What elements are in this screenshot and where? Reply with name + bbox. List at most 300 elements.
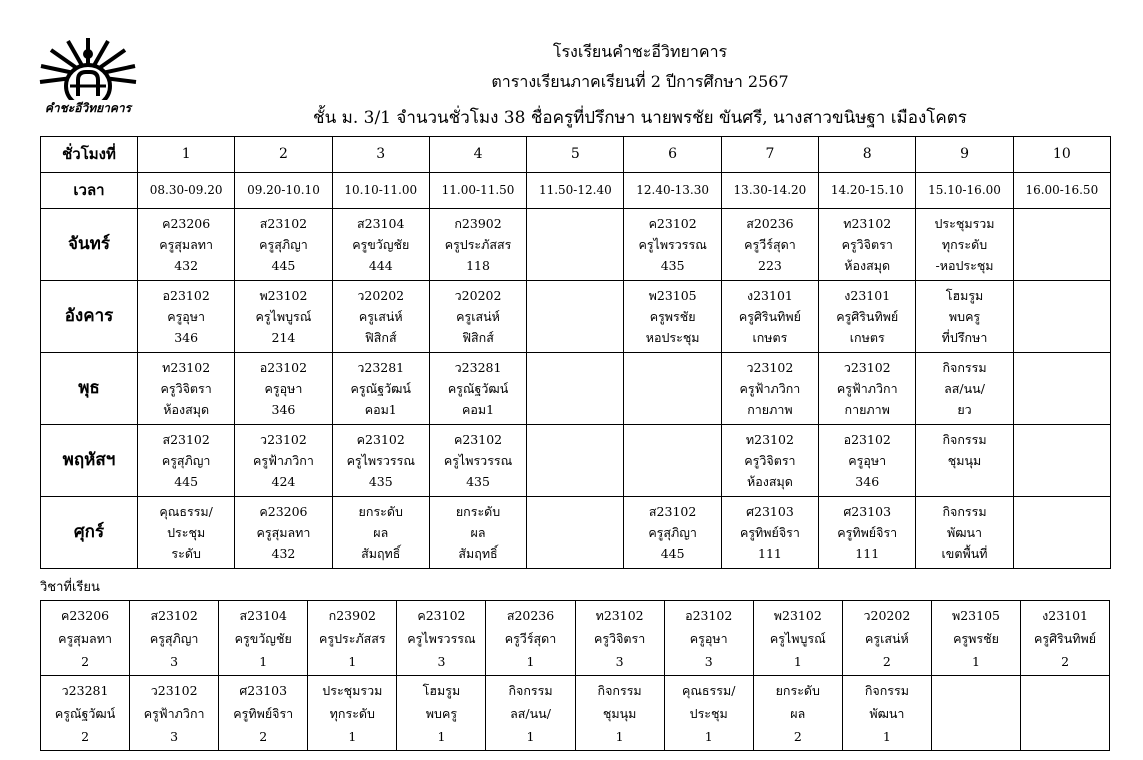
cell-line: ครูศิรินทิพย์ [738, 309, 801, 324]
schedule-cell [916, 209, 1013, 281]
cell-line [1021, 702, 1109, 725]
subject-cell [1021, 676, 1110, 751]
cell-line [527, 213, 623, 234]
period-time: 09.20-10.10 [235, 173, 332, 209]
cell-line: คุณธรรม/ [159, 504, 213, 519]
cell-line: ท23102 [162, 360, 211, 375]
period-label: ชั่วโมงที่ [41, 137, 138, 173]
period-number: 3 [332, 137, 429, 173]
cell-line: 111 [758, 546, 782, 561]
cell-line: อ23102 [162, 288, 210, 303]
cell-line: 2 [81, 728, 90, 744]
cell-line: ครูฟ้าภวิกา [143, 705, 205, 721]
cell-line: กายภาพ [747, 402, 793, 417]
day-row [41, 209, 1111, 281]
school-name: โรงเรียนคำชะอีวิทยาคาร [552, 42, 728, 61]
schedule-cell [819, 209, 916, 281]
cell-line: ครูไพรวรรณ [407, 630, 476, 646]
schedule-cell [1013, 497, 1110, 569]
cell-line: 435 [660, 258, 685, 273]
cell-line: ก23902 [328, 607, 376, 623]
cell-line: ยกระดับ [358, 504, 403, 519]
cell-line: กิจกรรม [597, 682, 642, 698]
cell-line [916, 471, 1012, 492]
day-row [41, 281, 1111, 353]
class-info: ชั้น ม. 3/1 จำนวนชั่วโมง 38 ชื่อครูที่ปรึกษา นายพรชัย ขันศรี, นางสาวขนิษฐา เมืองโคตร [313, 108, 967, 128]
cell-line: ประชุม [689, 705, 728, 721]
period-number: 7 [721, 137, 818, 173]
schedule-cell [235, 209, 332, 281]
day-name: จันทร์ [41, 209, 138, 281]
cell-line: 432 [174, 258, 199, 273]
cell-line: คอม1 [364, 402, 397, 417]
cell-line: ครูขวัญชัย [234, 630, 292, 646]
timetable [40, 136, 1111, 569]
cell-line: กิจกรรม [942, 432, 987, 447]
cell-line: ว20202 [454, 288, 502, 303]
schedule-cell [527, 209, 624, 281]
time-label: เวลา [41, 173, 138, 209]
cell-line: ผล [470, 525, 486, 540]
cell-line: 111 [855, 546, 880, 561]
schedule-cell [332, 425, 429, 497]
schedule-cell [527, 353, 624, 425]
cell-line: พบครู [425, 705, 458, 721]
cell-line [527, 255, 623, 276]
cell-line: ง23101 [844, 288, 891, 303]
cell-line: 1 [704, 728, 713, 744]
schedule-cell [235, 353, 332, 425]
cell-line: ครูประภัสสร [319, 630, 386, 646]
cell-line: ท23102 [595, 607, 644, 623]
period-number: 1 [138, 137, 235, 173]
period-time: 10.10-11.00 [332, 173, 429, 209]
schedule-cell [1013, 425, 1110, 497]
cell-line: ครูสุมลทา [58, 630, 112, 646]
cell-line: 1 [348, 653, 357, 669]
schedule-cell [721, 209, 818, 281]
cell-line: ห้องสมุด [844, 258, 891, 273]
schedule-cell [332, 209, 429, 281]
subject-cell [486, 601, 575, 676]
cell-line: ผล [790, 705, 806, 721]
cell-line [1021, 679, 1109, 702]
cell-line: ครูเสน่ห์ [456, 309, 500, 324]
cell-line: ครูณัฐวัฒน์ [350, 381, 411, 396]
subjects-row [41, 601, 1110, 676]
schedule-cell [527, 425, 624, 497]
cell-line: สัมฤทธิ์ [361, 546, 401, 561]
cell-line: 346 [174, 330, 199, 345]
cell-line: ค23102 [417, 607, 466, 623]
cell-line: ครูอุษา [167, 309, 206, 324]
cell-line: ลส/นน/ [944, 381, 985, 396]
cell-line: ครูสุมลทา [256, 525, 311, 540]
schedule-cell [916, 281, 1013, 353]
cell-line [1014, 285, 1110, 306]
cell-line: ค23206 [60, 607, 110, 623]
cell-line: ครูพรชัย [649, 309, 696, 324]
cell-line: ส23102 [648, 504, 697, 519]
cell-line: 223 [758, 258, 782, 273]
period-time: 11.00-11.50 [429, 173, 526, 209]
schedule-cell [624, 281, 721, 353]
subject-cell [842, 601, 931, 676]
cell-line: ว23102 [260, 432, 307, 447]
schedule-cell [429, 425, 526, 497]
cell-line: ว23102 [843, 360, 891, 375]
cell-line: ครูไพรวรรณ [346, 453, 415, 468]
cell-line: ว23281 [454, 360, 502, 375]
cell-line: 346 [271, 402, 296, 417]
cell-line: ครูฟ้าภวิกา [253, 453, 314, 468]
cell-line: ว23281 [61, 682, 109, 698]
schedule-cell [819, 281, 916, 353]
cell-line: 435 [466, 474, 490, 489]
schedule-cell [819, 425, 916, 497]
cell-line: อ23102 [843, 432, 891, 447]
schedule-cell [916, 497, 1013, 569]
cell-line: 1 [972, 653, 980, 669]
cell-line: 2 [259, 728, 268, 744]
cell-line [1014, 399, 1110, 420]
cell-line: ฟิสิกส์ [364, 330, 397, 345]
cell-line: ศ23103 [239, 682, 288, 698]
cell-line: ลส/นน/ [510, 705, 551, 721]
cell-line: พ23105 [951, 607, 1000, 623]
day-row [41, 353, 1111, 425]
cell-line: ครูศิรินทิพย์ [1034, 630, 1097, 646]
cell-line: โฮมรูม [422, 682, 461, 698]
subject-cell [397, 676, 486, 751]
period-number: 6 [624, 137, 721, 173]
cell-line [527, 429, 623, 450]
cell-line: 214 [271, 330, 296, 345]
cell-line: ศ23103 [746, 504, 794, 519]
cell-line: ครูอุษา [689, 630, 728, 646]
cell-line: 445 [174, 474, 199, 489]
cell-line [527, 399, 623, 420]
cell-line: ส23102 [150, 607, 198, 623]
cell-line: ครูวิจิตรา [593, 630, 646, 646]
subject-cell [1021, 601, 1110, 676]
cell-line: ส23104 [357, 216, 405, 231]
period-time: 13.30-14.20 [721, 173, 818, 209]
cell-line: ครูไพรวรรณ [638, 237, 707, 252]
cell-line: ว20202 [863, 607, 911, 623]
schedule-cell [624, 209, 721, 281]
cell-line: ครูอุษา [848, 453, 887, 468]
cell-line: 346 [855, 474, 880, 489]
period-number: 9 [916, 137, 1013, 173]
cell-line [624, 450, 720, 471]
cell-line: ครูอุษา [264, 381, 303, 396]
cell-line: ชุมนุม [947, 453, 982, 468]
cell-line [624, 399, 720, 420]
schedule-cell [138, 497, 235, 569]
cell-line: ว20202 [357, 288, 405, 303]
cell-line: 1 [526, 728, 535, 744]
subject-cell [219, 676, 308, 751]
cell-line: 3 [615, 653, 624, 669]
cell-line: ครูฟ้าภวิกา [836, 381, 898, 396]
cell-line [932, 725, 1020, 748]
cell-line: 3 [170, 728, 179, 744]
cell-line: พัฒนา [869, 705, 905, 721]
cell-line: ฟิสิกส์ [462, 330, 494, 345]
time-header-row [41, 173, 1111, 209]
schedule-cell [916, 425, 1013, 497]
schedule-cell [429, 281, 526, 353]
schedule-cell [1013, 281, 1110, 353]
schedule-cell [1013, 353, 1110, 425]
cell-line: ครูประภัสสร [444, 237, 512, 252]
cell-line: ง23101 [746, 288, 793, 303]
cell-line [932, 679, 1020, 702]
period-time: 12.40-13.30 [624, 173, 721, 209]
cell-line: ผล [373, 525, 389, 540]
cell-line [1014, 327, 1110, 348]
cell-line: หอประชุม [645, 330, 700, 345]
cell-line: พบครู [948, 309, 981, 324]
cell-line: 3 [437, 653, 446, 669]
cell-line [527, 378, 623, 399]
cell-line: อ23102 [685, 607, 733, 623]
schedule-cell [235, 425, 332, 497]
cell-line [624, 429, 720, 450]
subjects-row [41, 676, 1110, 751]
period-number: 5 [527, 137, 624, 173]
cell-line: ชุมนุม [602, 705, 637, 721]
schedule-cell [235, 281, 332, 353]
period-time: 16.00-16.50 [1013, 173, 1110, 209]
day-row [41, 425, 1111, 497]
cell-line: ค23102 [453, 432, 503, 447]
cell-line: พ23102 [773, 607, 822, 623]
cell-line [624, 471, 720, 492]
period-header-row [41, 137, 1111, 173]
cell-line: ครูวีร์สุดา [744, 237, 796, 252]
cell-line: ครูเสน่ห์ [358, 309, 403, 324]
cell-line: 2 [793, 728, 802, 744]
schedule-cell [819, 353, 916, 425]
cell-line [527, 285, 623, 306]
period-number: 10 [1013, 137, 1110, 173]
logo-text: คำชะอีวิทยาคาร [44, 101, 132, 115]
schedule-cell [1013, 209, 1110, 281]
cell-line: ประชุมรวม [934, 216, 995, 231]
cell-line: 1 [259, 653, 268, 669]
cell-line [1014, 378, 1110, 399]
cell-line: ว23102 [746, 360, 794, 375]
cell-line: ระดับ [171, 546, 201, 561]
cell-line: ครูสุมลทา [159, 237, 214, 252]
subject-cell [664, 676, 753, 751]
cell-line: ครูวิจิตรา [160, 381, 212, 396]
cell-line: ส23102 [259, 216, 308, 231]
period-number: 8 [819, 137, 916, 173]
cell-line: คุณธรรม/ [681, 682, 736, 698]
cell-line: -หอประชุม [935, 258, 994, 273]
cell-line [624, 378, 720, 399]
cell-line: ครูวิจิตรา [841, 237, 893, 252]
cell-line: ครูฟ้าภวิกา [739, 381, 801, 396]
cell-line: 445 [271, 258, 296, 273]
cell-line: ครูสุภิญา [161, 453, 211, 468]
schedule-cell [721, 353, 818, 425]
cell-line: ทุกระดับ [941, 237, 988, 252]
cell-line: 1 [348, 728, 357, 744]
cell-line: ครูสุภิญา [149, 630, 199, 646]
cell-line: พ23105 [648, 288, 697, 303]
schedule-cell [235, 497, 332, 569]
cell-line: 1 [793, 653, 802, 669]
cell-line [527, 357, 623, 378]
cell-line: 1 [526, 653, 535, 669]
cell-line: 435 [368, 474, 393, 489]
day-row [41, 497, 1111, 569]
cell-line: ครูทิพย์จิรา [233, 705, 294, 721]
cell-line: เขตพื้นที่ [941, 546, 988, 561]
schedule-cell [332, 353, 429, 425]
day-name: ศุกร์ [41, 497, 138, 569]
cell-line: ยกระดับ [775, 682, 820, 698]
period-time: 11.50-12.40 [527, 173, 624, 209]
subject-cell [575, 676, 664, 751]
cell-line: ค23102 [356, 432, 405, 447]
period-time: 14.20-15.10 [819, 173, 916, 209]
subject-cell [486, 676, 575, 751]
cell-line [527, 234, 623, 255]
subjects-table [40, 600, 1110, 751]
schedule-cell [138, 209, 235, 281]
subject-cell [397, 601, 486, 676]
day-name: พุธ [41, 353, 138, 425]
cell-line [1021, 725, 1109, 748]
cell-line: เกษตร [849, 330, 885, 345]
cell-line: ท23102 [745, 432, 794, 447]
cell-line [1014, 501, 1110, 522]
cell-line: ห้องสมุด [163, 402, 210, 417]
cell-line: 118 [466, 258, 490, 273]
cell-line: กิจกรรม [942, 504, 987, 519]
schedule-cell [916, 353, 1013, 425]
schedule-cell [332, 281, 429, 353]
cell-line: สัมฤทธิ์ [458, 546, 498, 561]
cell-line: ว23281 [357, 360, 405, 375]
cell-line [1014, 522, 1110, 543]
subject-cell [308, 676, 397, 751]
cell-line [527, 450, 623, 471]
cell-line: ครูพรชัย [953, 630, 999, 646]
cell-line [527, 501, 623, 522]
cell-line: 3 [704, 653, 713, 669]
cell-line: กิจกรรม [508, 682, 553, 698]
cell-line: ประชุม [167, 525, 206, 540]
cell-line: อ23102 [259, 360, 308, 375]
cell-line: 2 [882, 653, 891, 669]
cell-line: ยกระดับ [455, 504, 501, 519]
cell-line: 1 [615, 728, 624, 744]
period-time: 08.30-09.20 [138, 173, 235, 209]
cell-line: ครูศิรินทิพย์ [836, 309, 899, 324]
cell-line: ทุกระดับ [329, 705, 375, 721]
subject-cell [41, 676, 130, 751]
cell-line: ห้องสมุด [747, 474, 793, 489]
schedule-cell [138, 281, 235, 353]
cell-line [1014, 234, 1110, 255]
schedule-cell [721, 497, 818, 569]
cell-line: ครูทิพย์จิรา [739, 525, 800, 540]
cell-line: ครูสุภิญา [648, 525, 697, 540]
cell-line [527, 306, 623, 327]
cell-line: ค23102 [648, 216, 697, 231]
day-name: อังคาร [41, 281, 138, 353]
cell-line [527, 522, 623, 543]
schedule-cell [624, 497, 721, 569]
schedule-cell [721, 281, 818, 353]
cell-line: ส20236 [506, 607, 555, 623]
subject-cell [219, 601, 308, 676]
subject-cell [664, 601, 753, 676]
subject-cell [842, 676, 931, 751]
cell-line [1014, 213, 1110, 234]
cell-line: 445 [660, 546, 685, 561]
cell-line: ง23101 [1042, 607, 1089, 623]
cell-line: ครูวิจิตรา [744, 453, 796, 468]
cell-line: ครูไพบูรณ์ [255, 309, 312, 324]
cell-line: พ23102 [259, 288, 308, 303]
schedule-cell [819, 497, 916, 569]
cell-line: ประชุมรวม [322, 682, 383, 698]
cell-line: ส23104 [239, 607, 287, 623]
subject-cell [931, 601, 1020, 676]
subject-cell [130, 601, 219, 676]
cell-line: ก23902 [454, 216, 502, 231]
cell-line [624, 357, 720, 378]
cell-line: คอม1 [462, 402, 495, 417]
cell-line: ยว [957, 402, 972, 417]
subject-cell [308, 601, 397, 676]
cell-line [527, 471, 623, 492]
cell-line: ครูเสน่ห์ [865, 630, 909, 646]
cell-line: 1 [882, 728, 891, 744]
subject-cell [931, 676, 1020, 751]
cell-line: ครูขวัญชัย [352, 237, 410, 252]
cell-line [1014, 543, 1110, 564]
cell-line: ค23206 [259, 504, 308, 519]
cell-line: กายภาพ [844, 402, 890, 417]
schedule-cell [721, 425, 818, 497]
cell-line: 2 [81, 653, 90, 669]
cell-line: ครูทิพย์จิรา [837, 525, 898, 540]
cell-line: 424 [271, 474, 296, 489]
subject-cell [753, 676, 842, 751]
cell-line: ศ23103 [843, 504, 892, 519]
schedule-cell [138, 353, 235, 425]
schedule-cell [429, 209, 526, 281]
subject-cell [575, 601, 664, 676]
cell-line: ครูวีร์สุดา [504, 630, 557, 646]
subject-cell [41, 601, 130, 676]
cell-line: ค23206 [162, 216, 211, 231]
cell-line [1014, 357, 1110, 378]
schedule-cell [429, 497, 526, 569]
cell-line: ว23102 [150, 682, 198, 698]
cell-line: ส23102 [162, 432, 210, 447]
subject-cell [130, 676, 219, 751]
cell-line: 444 [368, 258, 393, 273]
